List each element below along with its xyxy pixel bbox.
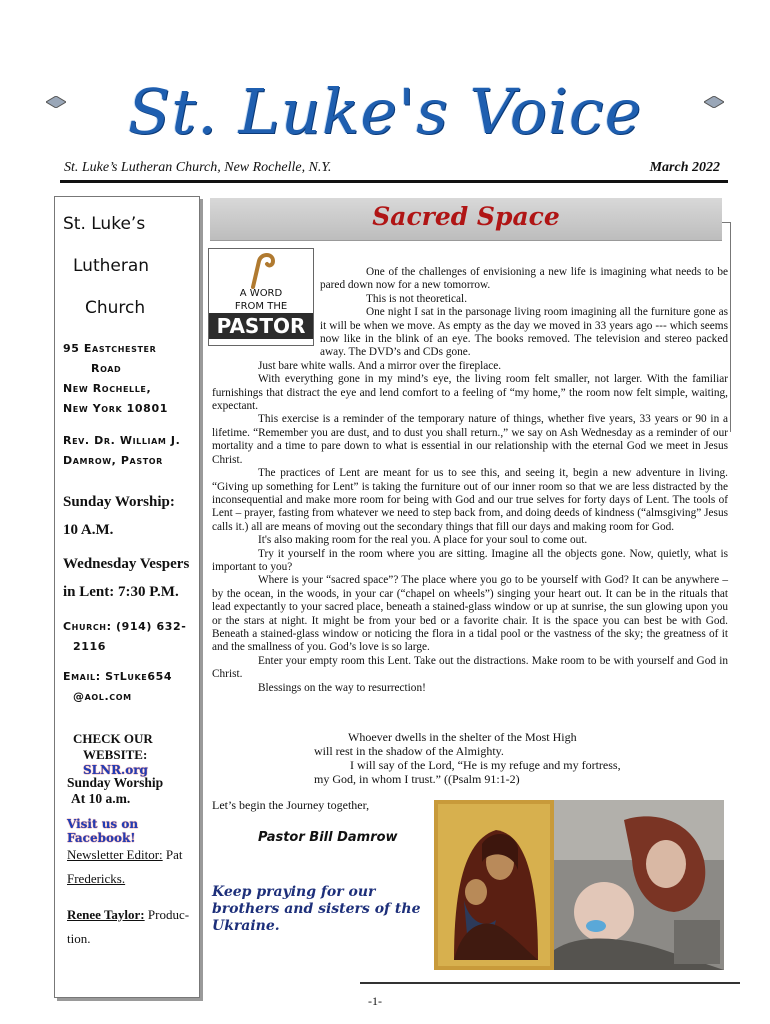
worship-line: 10 A.M. [63, 522, 114, 538]
column-frame [730, 222, 731, 432]
article-paragraph: Blessings on the way to resurrection! [258, 681, 426, 694]
logo-line: FROM THE [234, 301, 288, 312]
masthead-rule [60, 180, 728, 183]
editor-name: Pat [165, 847, 183, 862]
facebook-link[interactable]: Visit us on Facebook! [67, 817, 139, 845]
article-paragraph: Try it yourself in the room where you are sitting. Imagine all the objects gone. Now, quietly, what is important to you? [212, 547, 728, 573]
closing-line: Let’s begin the Journey together, [212, 798, 370, 812]
editor-label: Newsletter Editor: [67, 847, 163, 862]
footer-rule [360, 982, 740, 984]
church-name-line1: St. Luke’s [63, 214, 146, 234]
psalm-line: I will say of the Lord, “He is my refuge and my fortress, [350, 758, 621, 772]
psalm-line: Whoever dwells in the shelter of the Most High [348, 730, 577, 744]
address-line: New Rochelle, [63, 382, 152, 395]
psalm-line: my God, in whom I trust.” ((Psalm 91:1-2) [314, 772, 520, 786]
address-line: 95 Eastchester [63, 342, 157, 355]
logo-pastor: PASTOR [209, 313, 313, 339]
website-callout [73, 731, 205, 777]
pastor-line: Damrow, Pastor [63, 454, 163, 467]
prayer-note: Keep praying for our brothers and sisters of the Ukraine. [212, 884, 421, 934]
logo-line: A WORD [239, 288, 283, 299]
email-line: @aol.com [73, 690, 132, 703]
vespers-line: Wednesday Vespers [63, 556, 190, 572]
pastor-article [212, 266, 728, 695]
website-line: WEBSITE: [83, 747, 148, 762]
website-line: CHECK OUR [73, 731, 153, 746]
email-line: Email: StLuke654 [63, 670, 173, 683]
production-text: tion. [67, 931, 91, 946]
sunday-worship [63, 491, 195, 541]
vespers-line: in Lent: 7:30 P.M. [63, 584, 179, 600]
editor-name: Fredericks. [67, 871, 126, 886]
article-paragraph: With everything gone in my mind’s eye, the living room felt smaller, not larger. With the familiar furnishings that distract the eye and lend comfort to a feeling of “my home,” the room now felt simple, waiting, expectant. [212, 373, 728, 413]
article-paragraph: This is not theoretical. [366, 292, 468, 305]
pastor-info [63, 431, 195, 471]
church-line: St. Luke’s Lutheran Church, New Rochelle, N.Y. [64, 160, 332, 175]
page-number: -1- [368, 994, 382, 1008]
sunday-line: At 10 a.m. [71, 791, 131, 806]
article-headline: Sacred Space [372, 202, 560, 231]
article-paragraph: This exercise is a reminder of the temporary nature of things, whether five years, 33 years or 90 in a lifetime. “Remember you are dust, and to dust you shall return.,” we say on Ash Wednesday as a reminder of our mortality and a time to pare down to what is essential in our relationship with the eternal God we meet in Jesus Christ. [212, 413, 728, 466]
article-paragraph: One of the challenges of envisioning a new life is imagining what needs to be pared down now for a new tomorrow. [320, 266, 728, 292]
sidebar [54, 196, 200, 998]
church-phone [63, 617, 195, 657]
website-link[interactable]: SLNR.org [83, 763, 148, 777]
church-name-line3: Church [85, 298, 146, 318]
church-name [63, 213, 195, 319]
column-frame [722, 222, 730, 223]
madonna-icon-image [434, 800, 554, 970]
sunday-line: Sunday Worship [67, 775, 164, 790]
issue-date: March 2022 [649, 160, 720, 175]
phone-line: 2116 [73, 640, 107, 653]
article-paragraph: The practices of Lent are meant for us to see this, and seeing it, begin a new adventure in living. “Giving up something for Lent” is taking the furniture out of our inner room so that we are less distracted by the inconsequential and make more room for being with God and our true selves for forty days of Lent. The tools of Lent – prayer, fasting from whatever we need to step back from, and doing deeds of kindness (“almsgiving” Jesus calls it.) all are means of moving out the secondary things that fill our days and making room for God. [212, 467, 728, 533]
article-paragraph: Where is your “sacred space”? The place where you go to be yourself with God? It can be anywhere – by the ocean, in the woods, in your car (“chapel on wheels”) singing your heart out. It can be in the rituals that lead expectantly to your sacred place, beneath a stained-glass window or up at sunrise, the sun glowing upon you or the stars at night. It might be from your bed or a favorite chair. It is the space you can best be with God. Beneath a stained-glass window or noticing the flora in a tidal pool or the vastness of the sky; the greatness of it and the smallness of you. God’s love is so large. [212, 574, 728, 654]
psalm-quote [300, 730, 720, 786]
wednesday-vespers [63, 553, 195, 603]
pastor-signature: Pastor Bill Damrow [258, 830, 398, 845]
production-label: Renee Taylor: [67, 907, 145, 922]
address-line: New York 10801 [63, 402, 168, 415]
church-address [63, 339, 195, 419]
headline-banner [210, 198, 722, 241]
article-paragraph: It's also making room for the real you. A place for your soul to come out. [258, 534, 588, 547]
mother-baby-photo [554, 800, 724, 970]
masthead [40, 68, 730, 164]
phone-line: Church: (914) 632- [63, 620, 187, 633]
article-paragraph: One night I sat in the parsonage living room imagining all the furniture gone as it will be when we move. As empty as the day we moved in 33 years ago --- which seems now like in the blink of an eye. The books removed. The television and stereo packed away. The DVD’s and CDs gone. [320, 306, 728, 359]
article-paragraph: Enter your empty room this Lent. Take out the distractions. Make room to be with yourself and God in Christ. [212, 654, 728, 681]
newsletter-title: St. Luke's Voice [127, 75, 643, 148]
church-email[interactable] [63, 667, 195, 707]
pastor-line: Rev. Dr. William J. [63, 434, 181, 447]
article-paragraph: Just bare white walls. And a mirror over the fireplace. [258, 359, 502, 372]
worship-line: Sunday Worship: [63, 494, 175, 510]
church-name-line2: Lutheran [73, 256, 150, 276]
sunday-worship-time [67, 775, 199, 807]
psalm-line: will rest in the shadow of the Almighty. [314, 744, 504, 758]
newsletter-editor [67, 843, 199, 891]
diamond-ornament-icon [704, 96, 724, 108]
production-text: Produc- [147, 907, 190, 922]
production-credit [67, 903, 199, 951]
address-line: Road [91, 362, 122, 375]
